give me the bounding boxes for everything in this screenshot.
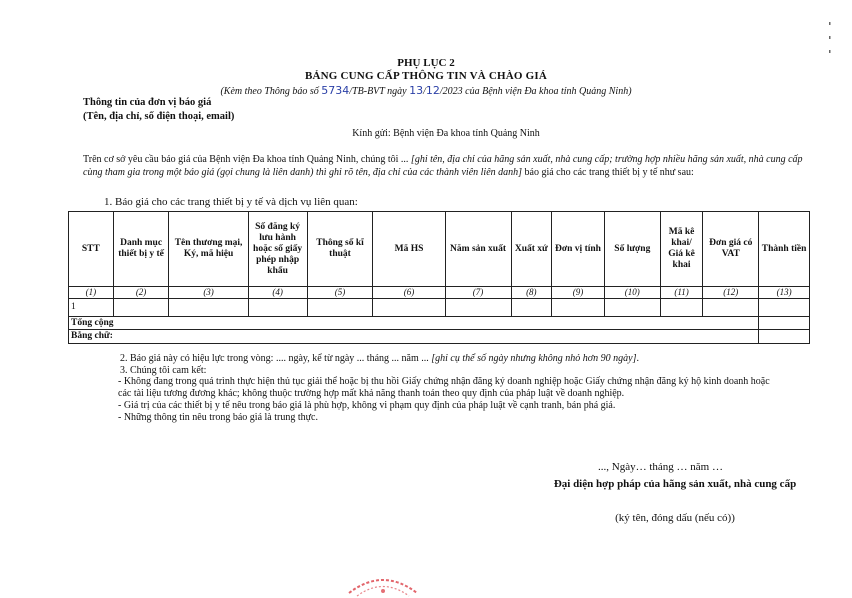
- header-origin: Xuất xứ: [511, 212, 552, 287]
- column-number: (9): [552, 287, 605, 299]
- validity-end: .: [636, 353, 639, 364]
- commitment-3: - Những thông tin nêu trong báo giá là trung thực.: [118, 411, 318, 423]
- subtitle-mid: /TB-BVT ngày: [349, 86, 410, 97]
- intro-italic: [ghi tên, địa chỉ của hãng sản xuất, nhà cung cấp; trường hợp nhiều hãng sản xuất, nhà cung cấp cùng tham gia trong một báo giá (gọi chung là liên danh) thì ghi rõ tên, địa chỉ của các thành viên liên danh]: [83, 154, 803, 178]
- column-number: (4): [248, 287, 307, 299]
- legal-representative: Đại diện hợp pháp của hãng sản xuất, nhà cung cấp: [553, 478, 797, 490]
- table-cell: [511, 299, 552, 317]
- greeting: Kính gửi: Bệnh viện Đa khoa tỉnh Quảng Ninh: [352, 128, 540, 139]
- table-cell: [248, 299, 307, 317]
- signature-note: (ký tên, đóng dấu (nếu có)): [615, 512, 735, 524]
- validity-note: [120, 353, 780, 365]
- notes-section: [120, 353, 780, 423]
- column-number: (6): [373, 287, 445, 299]
- validity-text: 2. Báo giá này có hiệu lực trong vòng: .... ngày, kể từ ngày ... tháng ... năm ...: [120, 353, 432, 364]
- column-number: (3): [169, 287, 248, 299]
- column-number-row: [69, 287, 810, 299]
- intro-text-2: báo giá cho các trang thiết bị y tế như sau:: [522, 166, 694, 178]
- document-subtitle: [0, 84, 852, 97]
- total-label: Tổng cộng: [69, 317, 759, 330]
- header-stt: STT: [69, 212, 114, 287]
- table-cell: [307, 299, 373, 317]
- subtitle-suffix: /2023 của Bệnh viện Đa khoa tỉnh Quảng Ninh): [439, 86, 632, 97]
- column-number: (13): [759, 287, 810, 299]
- header-unit-price-vat: Đơn giá có VAT: [703, 212, 759, 287]
- amount-in-words-cell: [759, 330, 810, 344]
- header-manufacture-year: Năm sản xuất: [445, 212, 511, 287]
- column-number: (10): [604, 287, 660, 299]
- table-row: [69, 299, 810, 317]
- column-number: (12): [703, 287, 759, 299]
- validity-italic: [ghi cụ thể số ngày nhưng không nhỏ hơn 90 ngày]: [431, 353, 637, 364]
- notice-number: 5734: [321, 84, 350, 97]
- column-number: (5): [307, 287, 373, 299]
- section-1-heading: 1. Báo giá cho các trang thiết bị y tế và dịch vụ liên quan:: [104, 196, 358, 208]
- intro-text-1: Trên cơ sở yêu cầu báo giá của Bệnh viện Đa khoa tỉnh Quảng Ninh, chúng tôi ...: [83, 154, 411, 165]
- appendix-label: PHỤ LỤC 2: [397, 57, 455, 69]
- amount-in-words-label: Bằng chữ:: [69, 330, 759, 344]
- table-cell: [552, 299, 605, 317]
- header-trade-name: Tên thương mại, Ký, mã hiệu: [169, 212, 248, 287]
- commitment-heading: 3. Chúng tôi cam kết:: [120, 364, 207, 376]
- header-declared-price: Mã kê khai/ Giá kê khai: [660, 212, 703, 287]
- row-stt: 1: [69, 299, 114, 317]
- unit-info-title: Thông tin của đơn vị báo giá: [83, 97, 212, 108]
- table-cell: [113, 299, 169, 317]
- unit-info-fields: (Tên, địa chỉ, số điện thoại, email): [83, 111, 235, 122]
- table-cell: [660, 299, 703, 317]
- subtitle-prefix: (Kèm theo Thông báo số: [220, 86, 322, 97]
- header-specifications: Thông số kĩ thuật: [307, 212, 373, 287]
- subtitle-slash: /: [423, 86, 426, 97]
- header-hs-code: Mã HS: [373, 212, 445, 287]
- scan-mark-icon: [826, 20, 834, 60]
- header-unit: Đơn vị tính: [552, 212, 605, 287]
- table-cell: [759, 299, 810, 317]
- table-header-row: [69, 212, 810, 287]
- header-amount: Thành tiền: [759, 212, 810, 287]
- total-row: [69, 317, 810, 330]
- header-quantity: Số lượng: [604, 212, 660, 287]
- table-cell: [169, 299, 248, 317]
- notice-month: 12: [425, 84, 440, 97]
- total-amount-cell: [759, 317, 810, 330]
- red-stamp-icon: [343, 563, 423, 597]
- column-number: (1): [69, 287, 114, 299]
- header-registration-number: Số đăng ký lưu hành hoặc số giấy phép nhập khẩu: [248, 212, 307, 287]
- column-number: (2): [113, 287, 169, 299]
- header-device-list: Danh mục thiết bị y tế: [113, 212, 169, 287]
- commitment-2: - Giá trị của các thiết bị y tế nêu trong báo giá là phù hợp, không vi phạm quy định của pháp luật về cạnh tranh, bán phá giá.: [118, 399, 616, 411]
- quotation-table: [68, 211, 810, 344]
- signature-date: ..., Ngày… tháng … năm …: [598, 461, 723, 473]
- table-cell: [373, 299, 445, 317]
- column-number: (7): [445, 287, 511, 299]
- table-cell: [445, 299, 511, 317]
- amount-in-words-row: [69, 330, 810, 344]
- intro-paragraph: [83, 154, 803, 179]
- document-title: BẢNG CUNG CẤP THÔNG TIN VÀ CHÀO GIÁ: [304, 70, 547, 82]
- table-cell: [604, 299, 660, 317]
- notice-day: 13: [409, 84, 424, 97]
- column-number: (11): [660, 287, 703, 299]
- commitment-1: - Không đang trong quá trình thực hiện thủ tục giải thể hoặc bị thu hồi Giấy chứng nhận đăng ký doanh nghiệp hoặc Giấy chứng nhận đăng ký hộ kinh doanh hoặc các tài liệu tương đương khác; không thuộc trường hợp mất khả năng thanh toán theo quy định của pháp luật về doanh nghiệp.: [118, 376, 770, 400]
- column-number: (8): [511, 287, 552, 299]
- table-cell: [703, 299, 759, 317]
